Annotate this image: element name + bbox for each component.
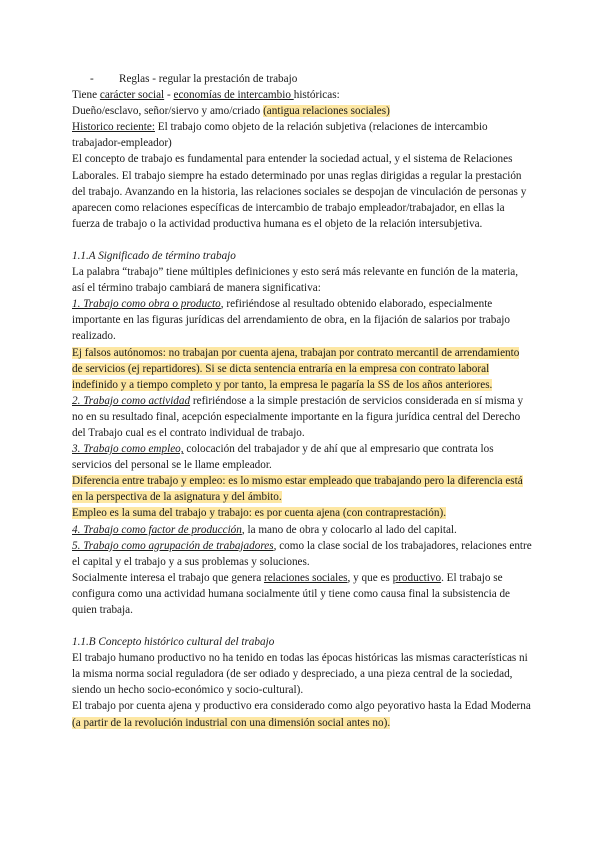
definition-item-3 (72, 441, 532, 473)
definition-item-2 (72, 393, 532, 441)
intro-line-social (72, 87, 532, 103)
underlined-term: Historico reciente: (72, 121, 155, 134)
definition-title: 5. Trabajo como agrupación de trabajadores (72, 539, 274, 552)
highlighted-note: Empleo es la suma del trabajo y trabajo: es por cuenta ajena (con contraprestación). (72, 507, 447, 520)
text-span: colocación del trabajador y de ahí que al empresario que contrata los servicios del personal se le llame empleador. (72, 443, 494, 472)
text-span: , como la clase social de los trabajadores, relaciones entre el capital y el trabajo y a sus problemas y soluciones. (72, 539, 532, 568)
bullet-text: Reglas - regular la prestación de trabajo (119, 73, 298, 85)
text-span: . El trabajo se configura como una actividad humana socialmente útil y tiene como causa final la subsistencia de quien trabaja. (72, 571, 511, 616)
definition-title: 1. Trabajo como obra o producto (72, 298, 221, 311)
document-body (72, 71, 532, 731)
underlined-term: carácter social (99, 89, 165, 102)
definition-item-1 (72, 296, 532, 344)
intro-line-recent (72, 119, 532, 151)
intro-line-relations (72, 103, 532, 119)
text-span: históricas: (293, 89, 340, 102)
text-span: Dueño/esclavo, señor/siervo y amo/criado (72, 105, 264, 118)
text-span: , y que es (347, 571, 393, 584)
highlighted-note: Diferencia entre trabajo y empleo: es lo mismo estar empleado que trabajando pero la diferencia está en la perspectiva de la asignatura y del ámbito. (72, 475, 523, 504)
underlined-term: relaciones sociales (263, 571, 348, 584)
text-span: refiriéndose a la simple prestación de servicios considerada en sí misma y no en su resultado final, acepción especialmente importante en la figura jurídica central del Derecho del Trabajo cual es el contrato individual de trabajo. (72, 394, 524, 439)
section-b-paragraph-1: El trabajo humano productivo no ha tenido en todas las épocas históricas las mismas características ni la misma norma social reguladora (de ser odiado y despreciado, a una pieza central de la sociedad, siendo un hecho socio-económico y socio-cultural). (72, 652, 528, 697)
bullet-line (72, 71, 532, 87)
intro-paragraph: El concepto de trabajo es fundamental para entender la sociedad actual, y el sistema de Relaciones Laborales. El trabajo siempre ha estado determinado por unas reglas dirigidas a regular la prestación del trabajo. Avanzando en la historia, las relaciones sociales se despojan de vinculación de personas y aparecen como relaciones específicas de intercambio de trabajo empleador/trabajador, en ellas la fuerza de trabajo o la actividad productiva humana es el objeto de la relación intersubjetiva. (72, 153, 527, 230)
text-span: Tiene (72, 89, 100, 102)
text-span: Socialmente interesa el trabajo que genera (72, 571, 264, 584)
highlight-note-diferencia (72, 473, 532, 505)
definition-item-5 (72, 538, 532, 570)
text-span: El trabajo como objeto de la relación subjetiva (relaciones de intercambio trabajador-empleador) (72, 121, 488, 150)
text-span: El trabajo por cuenta ajena y productivo era considerado como algo peyorativo hasta la Edad Moderna (72, 700, 531, 713)
spacer (72, 232, 532, 248)
section-b-heading: 1.1.B Concepto histórico cultural del trabajo (72, 636, 275, 649)
definition-title: 4. Trabajo como factor de producción (72, 523, 242, 536)
section-a-paragraph: La palabra “trabajo” tiene múltiples definiciones y esto será más relevante en función de la materia, así el término trabajo cambiará de manera significativa: (72, 266, 519, 295)
highlight-note-autonomos (72, 345, 532, 393)
text-span: , la mano de obra y colocarlo al lado del capital. (241, 523, 457, 536)
bullet-dash: - (90, 73, 94, 85)
highlighted-note: (antigua relaciones sociales) (263, 105, 390, 118)
definition-item-4 (72, 522, 532, 538)
highlighted-note: Ej falsos autónomos: no trabajan por cuenta ajena, trabajan por contrato mercantil de arrendamiento de servicios (ej repartidores). Si se dicta sentencia entraría en la empresa con contrato laboral indefinido y a tiempo completo y por tanto, la empresa le pagaría la SS de los años anteriores. (72, 346, 520, 391)
highlighted-note: (a partir de la revolución industrial con una dimensión social antes no). (72, 716, 391, 729)
spacer (72, 618, 532, 634)
text-span: - (164, 89, 174, 102)
definition-title: 3. Trabajo como empleo, (72, 443, 184, 456)
section-a-closing (72, 570, 532, 618)
section-a-heading: 1.1.A Significado de término trabajo (72, 249, 236, 262)
underlined-term: economías de intercambio (173, 89, 294, 102)
definition-title: 2. Trabajo como actividad (72, 394, 191, 407)
underlined-term: productivo (392, 571, 442, 584)
text-span: , refiriéndose al resultado obtenido elaborado, especialmente importante en las figuras jurídicas del arrendamiento de obra, en la fijación de salarios por trabajo realizado. (72, 298, 511, 343)
highlight-note-empleo (72, 505, 532, 521)
section-b-paragraph-2 (72, 698, 532, 730)
